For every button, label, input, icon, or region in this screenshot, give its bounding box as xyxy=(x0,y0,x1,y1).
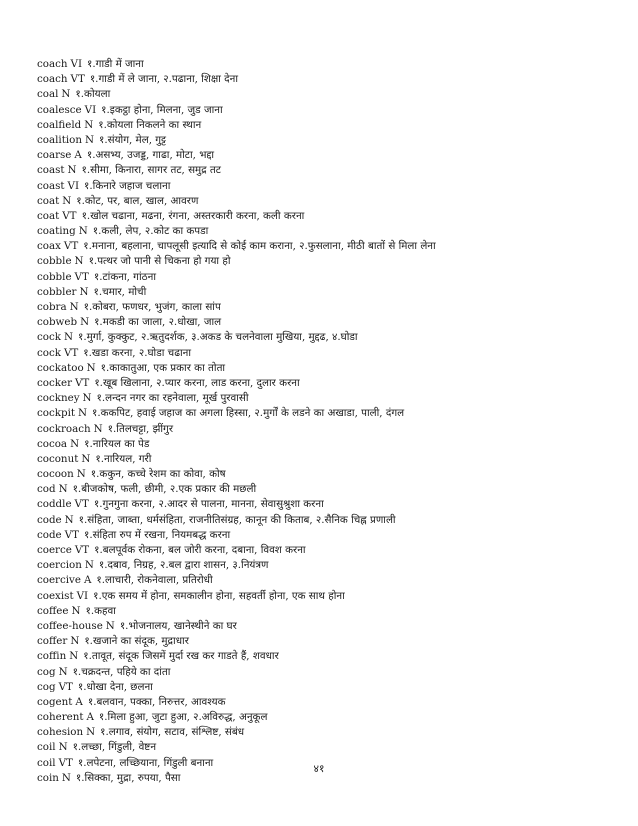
entry-definition: १.तिलचट्टा, झींगुर xyxy=(107,422,174,435)
entry-part-of-speech: N xyxy=(74,255,84,268)
entry-headword: coast xyxy=(37,179,65,192)
dictionary-entry xyxy=(37,133,626,148)
dictionary-entry xyxy=(37,695,626,710)
dictionary-entry xyxy=(37,619,626,634)
entry-headword: coffee-house xyxy=(37,619,103,632)
entry-headword: coax xyxy=(37,240,61,253)
entry-part-of-speech: VT xyxy=(75,376,90,389)
entry-part-of-speech: N xyxy=(62,194,72,207)
entry-definition: १.कोट, पर, बाल, खाल, आवरण xyxy=(76,194,199,207)
dictionary-entry xyxy=(37,422,626,437)
entry-part-of-speech: N xyxy=(63,331,73,344)
entry-headword: cobweb xyxy=(37,316,78,329)
entry-headword: cock xyxy=(37,331,61,344)
entry-definition: १.असभ्य, उजड्ड, गाढा, मोटा, भद्दा xyxy=(86,149,215,162)
entry-definition: १.मिला हुआ, जुटा हुआ, २.अविरुद्ध, अनुकूल xyxy=(98,711,268,724)
entry-part-of-speech: VI xyxy=(84,103,97,116)
dictionary-entry xyxy=(37,452,626,467)
dictionary-entry xyxy=(37,589,626,604)
entry-headword: cobra xyxy=(37,301,67,313)
entry-headword: cobble xyxy=(37,255,72,268)
entry-definition: १.दबाव, निग्रह, २.बल द्वारा शासन, ३.नियंत्रण xyxy=(98,559,269,572)
entry-definition: १.सीमा, किनारा, सागर तट, समुद्र तट xyxy=(81,164,221,177)
entry-definition: १.बलपूर्वक रोकना, बल जोरी करना, दबाना, विवश करना xyxy=(94,544,306,556)
entry-definition: १.लन्दन नगर का रहनेवाला, मूर्ख पुरवासी xyxy=(96,392,249,405)
dictionary-entry xyxy=(37,194,626,209)
entry-definition: १.लाचारी, रोकनेवाला, प्रतिरोधी xyxy=(96,574,213,587)
entry-part-of-speech: N xyxy=(79,285,89,298)
entry-part-of-speech: N xyxy=(58,741,68,754)
entry-headword: cobbler xyxy=(37,285,77,298)
entry-part-of-speech: N xyxy=(80,316,90,329)
entry-headword: cobble xyxy=(37,270,72,283)
entry-part-of-speech: VT xyxy=(62,209,77,222)
entry-definition: १.नारियल, गरी xyxy=(95,452,152,465)
entry-definition: १.खोल चढाना, मढना, रंगना, अस्तरकारी करना, कली करना xyxy=(81,209,305,222)
entry-headword: coercive xyxy=(37,574,81,587)
entry-part-of-speech: VT xyxy=(70,73,85,86)
entry-part-of-speech: VI xyxy=(76,589,89,602)
entry-part-of-speech: N xyxy=(81,452,91,465)
entry-definition: १.इकट्ठा होना, मिलना, जुड जाना xyxy=(101,103,223,116)
entry-headword: coal xyxy=(37,88,59,101)
entry-headword: cocoa xyxy=(37,437,68,450)
entry-part-of-speech: N xyxy=(84,133,94,146)
dictionary-entry xyxy=(37,361,626,376)
dictionary-entry xyxy=(37,285,626,300)
dictionary-entry xyxy=(37,330,626,345)
entry-definition: १.बलवान, पक्का, निरुत्तर, आवश्यक xyxy=(87,695,226,708)
entry-headword: coin xyxy=(37,771,59,784)
dictionary-entry xyxy=(37,740,626,755)
entry-definition: १.संहिता, जाब्ता, धर्मसंहिता, राजनीतिसंग्रह, कानून की किताब, २.सैनिक चिह्न प्रणाली xyxy=(78,513,396,526)
dictionary-entry xyxy=(37,497,626,512)
entry-definition: १.एक समय में होना, समकालीन होना, सहवर्ती होना, एक साथ होना xyxy=(93,589,345,602)
entry-definition: १.गाडी में ले जाना, २.पढाना, शिक्षा देना xyxy=(89,73,238,86)
dictionary-entry xyxy=(37,528,626,543)
entry-definition: १.पत्थर जो पानी से चिकना हो गया हो xyxy=(88,255,231,268)
entry-part-of-speech: N xyxy=(86,726,96,739)
entry-part-of-speech: N xyxy=(64,513,74,526)
entry-part-of-speech: N xyxy=(78,225,88,238)
entry-headword: cock xyxy=(37,346,61,359)
dictionary-entry xyxy=(37,543,626,558)
entry-headword: coffer xyxy=(37,635,68,648)
entry-headword: cod xyxy=(37,483,56,496)
entry-definition: १.किनारे जहाज चलाना xyxy=(84,179,171,192)
entry-part-of-speech: A xyxy=(74,149,82,162)
entry-headword: coat xyxy=(37,194,60,207)
entry-definition: १.धोखा देना, छलना xyxy=(77,680,153,693)
entry-part-of-speech: A xyxy=(86,711,94,724)
entry-definition: १.संयोग, मेल, गुट्ट xyxy=(98,133,167,146)
entry-definition: १.गुनगुना करना, २.आदर से पालना, मानना, सेवासुश्रुशा करना xyxy=(93,498,324,511)
entry-headword: coercion xyxy=(37,559,82,572)
entry-part-of-speech: VT xyxy=(74,270,89,283)
entry-headword: coil xyxy=(37,741,56,754)
entry-headword: coach xyxy=(37,73,68,86)
dictionary-entry xyxy=(37,634,626,649)
dictionary-entry xyxy=(37,467,626,482)
dictionary-entry xyxy=(37,649,626,664)
entry-part-of-speech: N xyxy=(78,407,88,420)
entry-part-of-speech: N xyxy=(93,422,103,435)
entry-headword: cockney xyxy=(37,392,80,405)
entry-part-of-speech: VI xyxy=(70,58,83,70)
entry-part-of-speech: N xyxy=(84,559,94,572)
dictionary-entry xyxy=(37,87,626,102)
dictionary-entry xyxy=(37,573,626,588)
dictionary-entry xyxy=(37,376,626,391)
entry-part-of-speech: VI xyxy=(67,179,80,192)
entry-headword: cogent xyxy=(37,695,73,708)
entry-part-of-speech: N xyxy=(58,665,68,678)
entry-headword: cocker xyxy=(37,376,72,389)
entry-definition: १.नारियल का पेड xyxy=(84,437,150,450)
dictionary-entry xyxy=(37,209,626,224)
entry-headword: code xyxy=(37,513,62,526)
entry-part-of-speech: N xyxy=(84,118,94,131)
entry-definition: १.काकातुआ, एक प्रकार का तोता xyxy=(100,361,226,374)
entry-headword: coalition xyxy=(37,133,82,146)
entry-part-of-speech: N xyxy=(76,468,86,481)
dictionary-entry xyxy=(37,254,626,269)
dictionary-entry xyxy=(37,665,626,680)
entry-headword: cocoon xyxy=(37,468,74,481)
dictionary-entry xyxy=(37,346,626,361)
entry-headword: coddle xyxy=(37,498,72,511)
entry-definition: १.मकडी का जाला, २.धोखा, जाल xyxy=(94,316,222,329)
entry-part-of-speech: N xyxy=(58,483,68,496)
entry-definition: १.लपेटना, लच्छियाना, गिंडुली बनाना xyxy=(77,756,214,769)
dictionary-entry xyxy=(37,437,626,452)
entry-headword: coarse xyxy=(37,149,72,162)
dictionary-entry xyxy=(37,148,626,163)
entry-part-of-speech: N xyxy=(67,164,77,177)
entry-part-of-speech: N xyxy=(69,301,79,313)
dictionary-entry xyxy=(37,270,626,285)
entry-headword: coconut xyxy=(37,452,79,465)
entry-headword: cog xyxy=(37,680,56,693)
entry-definition: १.कोबरा, फणधर, भुजंग, काला सांप xyxy=(83,301,221,313)
dictionary-entry xyxy=(37,300,626,315)
entry-headword: coating xyxy=(37,225,76,238)
entry-headword: coast xyxy=(37,164,65,177)
dictionary-entry xyxy=(37,315,626,330)
entry-headword: coach xyxy=(37,58,68,70)
entry-part-of-speech: VT xyxy=(74,544,90,556)
entry-headword: cockpit xyxy=(37,407,75,420)
dictionary-entry xyxy=(37,391,626,406)
entry-definition: १.चमार, मोची xyxy=(93,285,147,298)
dictionary-entry xyxy=(37,513,626,528)
entry-definition: १.कली, लेप, २.कोट का कपडा xyxy=(92,225,209,238)
entry-part-of-speech: N xyxy=(82,392,92,405)
entry-headword: coffin xyxy=(37,650,67,663)
entry-headword: cog xyxy=(37,665,56,678)
entry-headword: coffee xyxy=(37,604,69,617)
entry-headword: coexist xyxy=(37,589,74,602)
entry-part-of-speech: N xyxy=(61,88,71,101)
entry-part-of-speech: N xyxy=(71,604,81,617)
entry-definition: १.भोजनालय, खानेस्थीने का घर xyxy=(119,619,237,632)
entry-definition: १.खडा करना, २.घोडा चढाना xyxy=(83,346,192,359)
entry-definition: १.सिक्का, मुद्रा, रुपया, पैसा xyxy=(75,771,181,784)
entry-definition: १.मुर्गा, कुक्कुट, २.ऋतुदर्शक, ३.अकड के चलनेवाला मुखिया, मुद्दढ, ४.घोडा xyxy=(78,331,358,344)
entry-headword: coerce xyxy=(37,544,72,556)
dictionary-entry xyxy=(37,558,626,573)
page-number: ४१ xyxy=(313,763,325,775)
dictionary-entry xyxy=(37,482,626,497)
entry-part-of-speech: VT xyxy=(64,528,79,541)
entry-part-of-speech: VT xyxy=(58,756,73,769)
entry-definition: १.लच्छा, गिंडुली, वेष्टन xyxy=(72,741,157,754)
entry-part-of-speech: VT xyxy=(63,346,79,359)
entry-part-of-speech: VT xyxy=(74,498,89,511)
entry-definition: १.तावूत, संदूक जिसमें मुर्दा रख कर गाडते हैं, शवधार xyxy=(83,650,279,663)
entry-definition: १.गाडी में जाना xyxy=(87,58,144,70)
entry-definition: १.ककपिट, हवाई जहाज का अगला हिस्सा, २.मुर्गों के लडने का अखाडा, पाली, दंगल xyxy=(92,407,405,420)
entry-headword: coat xyxy=(37,209,60,222)
entry-definition: १.टांकना, गांठना xyxy=(93,270,157,283)
entry-list xyxy=(37,57,626,786)
entry-definition: १.कहवा xyxy=(85,604,116,617)
dictionary-entry xyxy=(37,57,626,72)
dictionary-entry xyxy=(37,103,626,118)
entry-part-of-speech: VT xyxy=(58,680,73,693)
entry-headword: cohesion xyxy=(37,726,84,739)
dictionary-entry xyxy=(37,680,626,695)
entry-headword: coil xyxy=(37,756,56,769)
entry-part-of-speech: N xyxy=(105,619,115,632)
dictionary-entry xyxy=(37,239,626,254)
dictionary-entry xyxy=(37,725,626,740)
dictionary-entry xyxy=(37,118,626,133)
entry-part-of-speech: VT xyxy=(63,240,79,253)
entry-part-of-speech: A xyxy=(83,574,92,587)
dictionary-entry xyxy=(37,163,626,178)
dictionary-entry xyxy=(37,406,626,421)
entry-definition: १.मनाना, बहलाना, चापलूसी इत्यादि से कोई काम कराना, २.फुसलाना, मीठी बातों से मिला लेना xyxy=(83,240,436,253)
entry-definition: १.कोयला निकलने का स्थान xyxy=(98,118,202,131)
entry-definition: १.ककुन, कच्चे रेशम का कोवा, कोष xyxy=(90,468,226,481)
entry-definition: १.खजाने का संदूक, मुद्राधार xyxy=(84,635,189,648)
entry-part-of-speech: N xyxy=(61,771,71,784)
entry-definition: १.खूब खिलाना, २.प्यार करना, लाड करना, दुलार करना xyxy=(94,376,300,389)
entry-headword: coherent xyxy=(37,711,84,724)
entry-headword: coalfield xyxy=(37,118,82,131)
dictionary-entry xyxy=(37,72,626,87)
entry-headword: coalesce xyxy=(37,103,82,116)
dictionary-entry xyxy=(37,604,626,619)
entry-definition: १.चक्रदन्त, पहिये का दांता xyxy=(72,665,171,678)
entry-definition: १.लगाव, संयोग, सटाव, संश्लिष्ट, संबंध xyxy=(100,726,245,739)
dictionary-entry xyxy=(37,710,626,725)
entry-part-of-speech: A xyxy=(75,695,83,708)
entry-headword: code xyxy=(37,528,62,541)
entry-definition: १.संहिता रुप में रखना, नियमबद्ध करना xyxy=(83,528,231,541)
entry-part-of-speech: N xyxy=(86,361,96,374)
dictionary-entry xyxy=(37,179,626,194)
entry-definition: १.कोयला xyxy=(75,88,111,101)
entry-headword: cockroach xyxy=(37,422,91,435)
entry-part-of-speech: N xyxy=(70,437,80,450)
entry-headword: cockatoo xyxy=(37,361,84,374)
entry-definition: १.बीजकोष, फली, छीमी, २.एक प्रकार की मछली xyxy=(72,483,257,496)
entry-part-of-speech: N xyxy=(69,650,79,663)
dictionary-entry xyxy=(37,224,626,239)
entry-part-of-speech: N xyxy=(70,635,80,648)
